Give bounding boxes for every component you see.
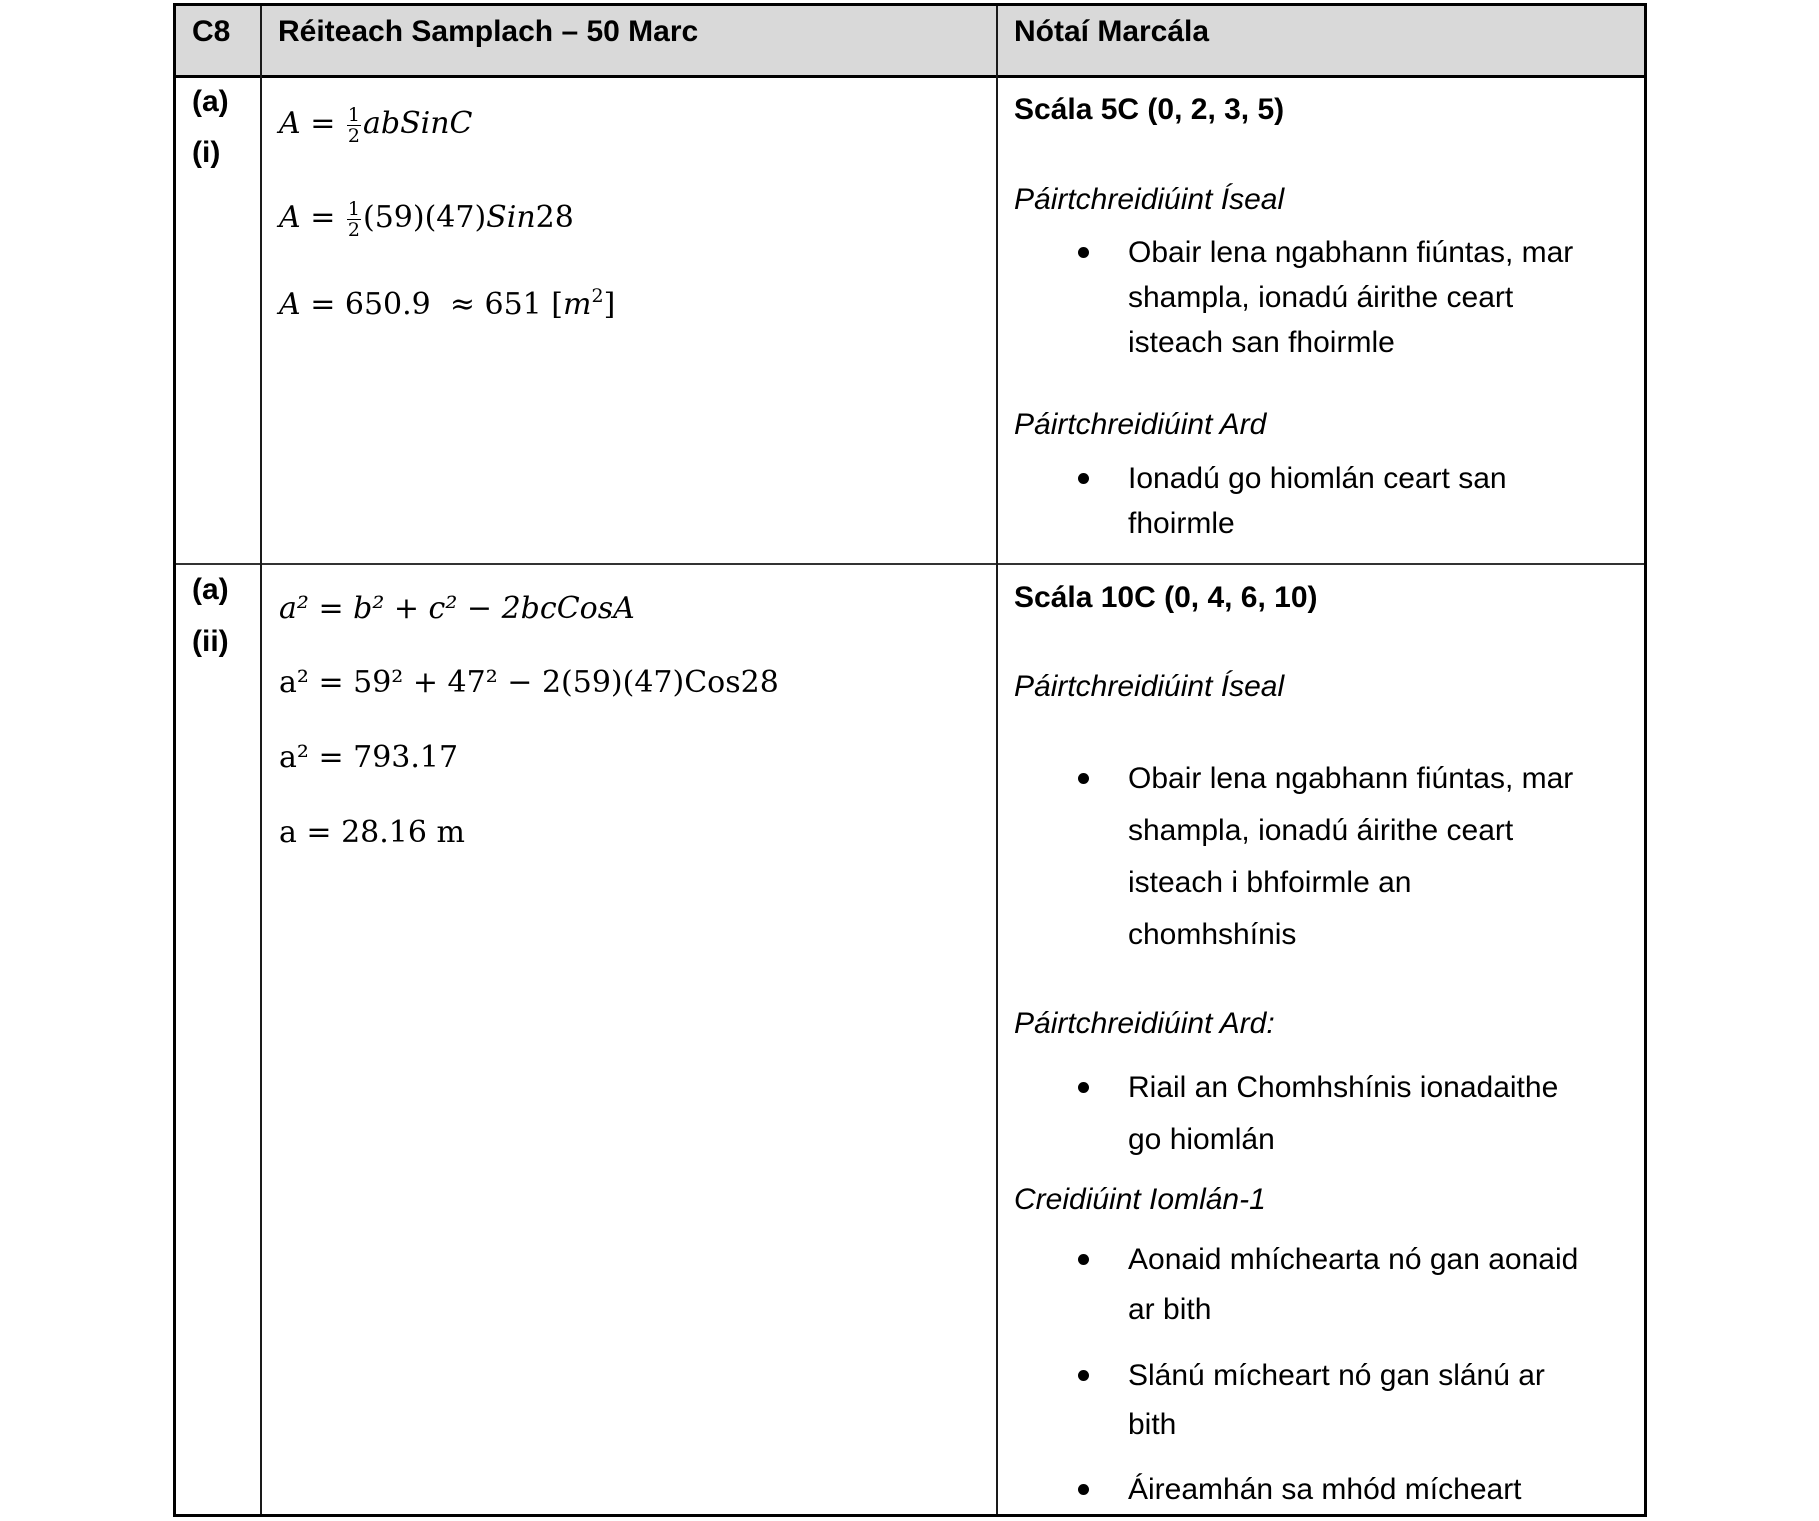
formula-values: (59)(47) [363,200,487,235]
column-divider-2 [996,6,998,1514]
note-line: bith [1128,1408,1177,1441]
note-line: shampla, ionadú áirithe ceart [1128,281,1514,314]
note-line: shampla, ionadú áirithe ceart [1128,814,1514,847]
note-line: Slánú mícheart nó gan slánú ar [1128,1359,1545,1392]
partial-credit-high-label: Páirtchreidiúint Ard [1014,408,1267,441]
formula-lhs: A [279,106,301,141]
header-notes-title: Nótaí Marcála [1014,15,1210,48]
subpart-label: (i) [192,136,221,169]
formula-area-general [279,104,473,146]
formula-area-substituted [279,198,574,240]
bullet-icon [1078,1484,1089,1495]
scale-label: Scála 10C (0, 4, 6, 10) [1014,581,1318,614]
bullet-icon [1078,773,1089,784]
formula-area-result [279,285,615,325]
note-line: go hiomlán [1128,1123,1275,1156]
header-divider [176,75,1644,78]
bullet-icon [1078,1254,1089,1265]
bullet-icon [1078,1370,1089,1381]
fraction-denominator: 2 [347,218,360,241]
scale-label: Scála 5C (0, 2, 3, 5) [1014,93,1285,126]
formula-angle: 28 [535,200,574,235]
part-label: (a) [192,573,229,606]
row-divider [176,563,1644,565]
note-line: isteach i bhfoirmle an [1128,866,1412,899]
header-solution-title: Réiteach Samplach – 50 Marc [278,15,699,48]
formula-lhs: A [279,287,301,322]
formula-cosine-substituted: a² = 59² + 47² − 2(59)(47)Cos28 [279,665,779,700]
formula-function: Sin [486,200,536,235]
partial-credit-high-label: Páirtchreidiúint Ard: [1014,1007,1275,1040]
note-line: chomhshínis [1128,918,1297,951]
note-line: Riail an Chomhshínis ionadaithe [1128,1071,1559,1104]
bullet-icon [1078,473,1089,484]
subpart-label: (ii) [192,625,229,658]
header-question-number: C8 [192,15,231,48]
note-line: fhoirmle [1128,507,1235,540]
note-line: Áireamhán sa mhód mícheart [1128,1473,1522,1506]
fraction-half [347,105,361,146]
full-credit-minus-one-label: Creidiúint Iomlán-1 [1014,1183,1266,1216]
formula-cosine-rule: a² = b² + c² − 2bcCosA [279,591,635,626]
fraction-denominator: 2 [347,124,360,147]
note-line: isteach san fhoirmle [1128,326,1395,359]
note-line: Obair lena ngabhann fiúntas, mar [1128,762,1574,795]
formula-equals: = [310,200,336,235]
bullet-icon [1078,247,1089,258]
fraction-numerator: 1 [347,103,360,126]
formula-a-result: a = 28.16 m [279,815,465,850]
note-line: ar bith [1128,1293,1212,1326]
formula-rest: abSinC [363,106,473,141]
fraction-numerator: 1 [347,197,360,220]
formula-a-squared-value: a² = 793.17 [279,740,459,775]
bullet-icon [1078,1082,1089,1093]
note-line: Ionadú go hiomlán ceart san [1128,462,1507,495]
formula-lhs: A [279,200,301,235]
formula-equals: = [310,106,336,141]
note-line: Aonaid mhíchearta nó gan aonaid [1128,1243,1579,1276]
formula-bracket: ] [603,287,616,322]
formula-unit-exponent: 2 [591,285,604,307]
note-line: Obair lena ngabhann fiúntas, mar [1128,236,1574,269]
formula-unit: m [563,287,592,322]
part-label: (a) [192,85,229,118]
partial-credit-low-label: Páirtchreidiúint Íseal [1014,670,1285,703]
fraction-half [347,199,361,240]
partial-credit-low-label: Páirtchreidiúint Íseal [1014,183,1285,216]
formula-value: = 650.9 ≈ 651 [ [300,287,564,322]
column-divider-1 [260,6,262,1514]
